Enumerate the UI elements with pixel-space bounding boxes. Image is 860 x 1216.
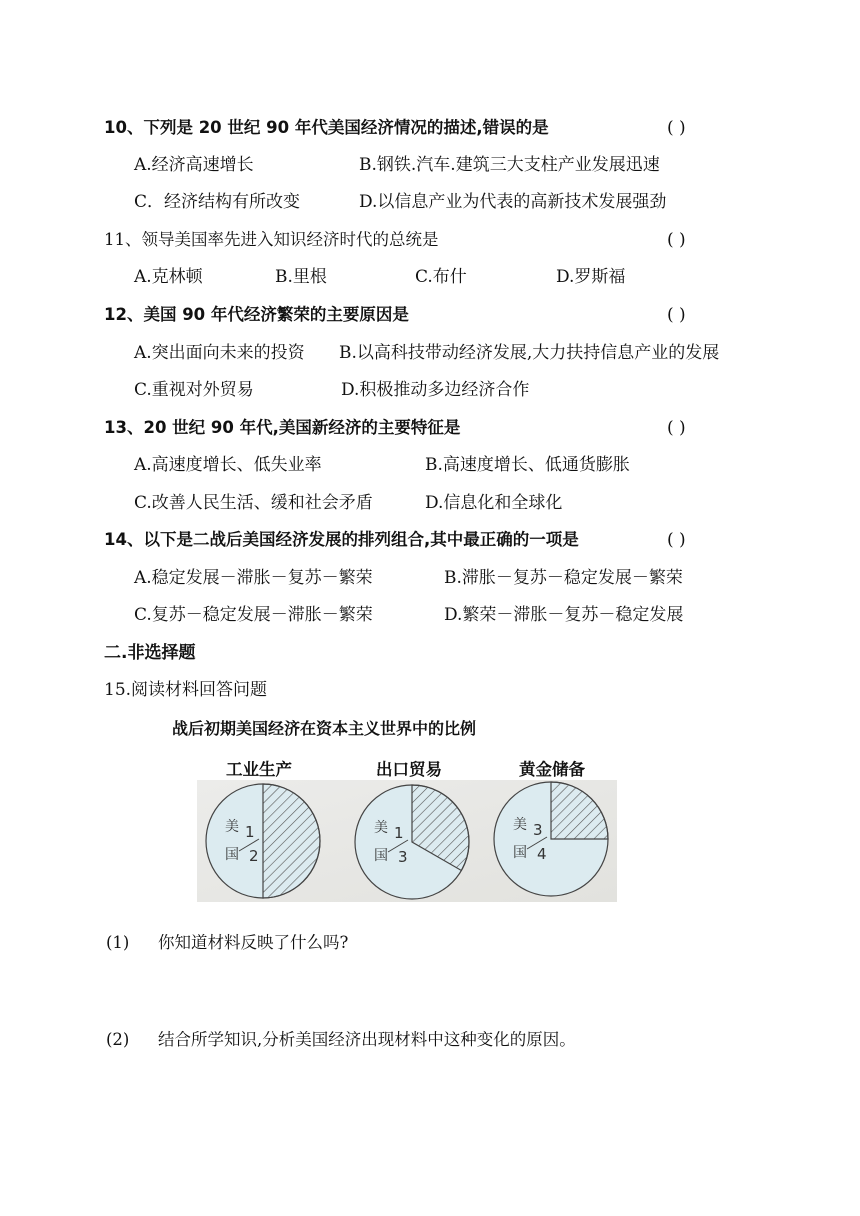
pie-export-denominator: 3	[398, 848, 408, 866]
sub-question-2-text: 结合所学知识,分析美国经济出现材料中这种变化的原因。	[158, 1030, 576, 1049]
question-14-option-b: B.滞胀－复苏－稳定发展－繁荣	[444, 568, 683, 588]
sub-question-2-number: (2)	[106, 1030, 130, 1049]
pie-label-industry: 工业生产	[226, 760, 292, 779]
question-12-option-a: A.突出面向未来的投资	[134, 343, 305, 363]
question-10-option-a: A.经济高速增长	[134, 155, 254, 175]
question-13-option-a: A.高速度增长、低失业率	[134, 455, 322, 475]
question-14-answer-blank: ( )	[667, 530, 686, 550]
question-12-option-d: D.积极推动多边经济合作	[341, 380, 530, 400]
pie-gold-country-top: 美	[513, 817, 527, 833]
pie-export-country-bottom: 国	[374, 848, 388, 864]
pie-industry-country-top: 美	[225, 819, 239, 835]
figure-title: 战后初期美国经济在资本主义世界中的比例	[172, 719, 477, 738]
question-15-stem: 15.阅读材料回答问题	[104, 680, 268, 700]
question-14-option-d: D.繁荣－滞胀－复苏－稳定发展	[444, 605, 684, 625]
question-11-option-d: D.罗斯福	[556, 267, 626, 287]
section-2-title: 二.非选择题	[104, 643, 196, 663]
pie-industry-denominator: 2	[249, 847, 259, 865]
sub-question-1-number: (1)	[106, 933, 130, 952]
question-14-option-a: A.稳定发展－滞胀－复苏－繁荣	[134, 568, 373, 588]
question-13-option-b: B.高速度增长、低通货膨胀	[425, 455, 630, 475]
pie-gold-denominator: 4	[537, 845, 547, 863]
pie-label-gold: 黄金储备	[519, 760, 585, 779]
question-11-option-b: B.里根	[275, 267, 327, 287]
question-11-option-c: C.布什	[415, 267, 467, 287]
pie-industry-numerator: 1	[245, 823, 255, 841]
pie-gold-country-bottom: 国	[513, 845, 527, 861]
question-12-option-b: B.以高科技带动经济发展,大力扶持信息产业的发展	[339, 343, 720, 363]
question-13-option-c: C.改善人民生活、缓和社会矛盾	[134, 493, 373, 513]
question-10-stem: 10、下列是 20 世纪 90 年代美国经济情况的描述,错误的是	[104, 118, 549, 137]
pie-export-numerator: 1	[394, 824, 404, 842]
question-14-stem: 14、以下是二战后美国经济发展的排列组合,其中最正确的一项是	[104, 530, 579, 549]
question-13-answer-blank: ( )	[667, 418, 686, 438]
question-10-option-d: D.以信息产业为代表的高新技术发展强劲	[359, 192, 667, 212]
question-13-stem: 13、20 世纪 90 年代,美国新经济的主要特征是	[104, 418, 461, 437]
pie-gold	[494, 782, 608, 896]
pie-gold-numerator: 3	[533, 821, 543, 839]
pie-industry-country-bottom: 国	[225, 847, 239, 863]
question-11-stem: 11、领导美国率先进入知识经济时代的总统是	[104, 230, 439, 249]
question-12-option-c: C.重视对外贸易	[134, 380, 254, 400]
pie-label-export: 出口贸易	[376, 760, 442, 779]
question-12-stem: 12、美国 90 年代经济繁荣的主要原因是	[104, 305, 409, 324]
question-12-answer-blank: ( )	[667, 305, 686, 325]
question-10-option-c: C．经济结构有所改变	[134, 192, 301, 212]
pie-export-country-top: 美	[374, 820, 388, 836]
question-11-answer-blank: ( )	[667, 230, 686, 250]
question-13-option-d: D.信息化和全球化	[425, 493, 563, 513]
question-11-option-a: A.克林顿	[134, 267, 203, 287]
pie-industry	[206, 784, 320, 898]
pie-export	[355, 785, 469, 899]
question-10-option-b: B.钢铁.汽车.建筑三大支柱产业发展迅速	[359, 155, 660, 175]
pie-figure	[197, 780, 617, 902]
question-14-option-c: C.复苏－稳定发展－滞胀－繁荣	[134, 605, 373, 625]
question-10-answer-blank: ( )	[667, 118, 686, 138]
pies-layer	[206, 782, 608, 899]
sub-question-1-text: 你知道材料反映了什么吗?	[158, 933, 349, 952]
